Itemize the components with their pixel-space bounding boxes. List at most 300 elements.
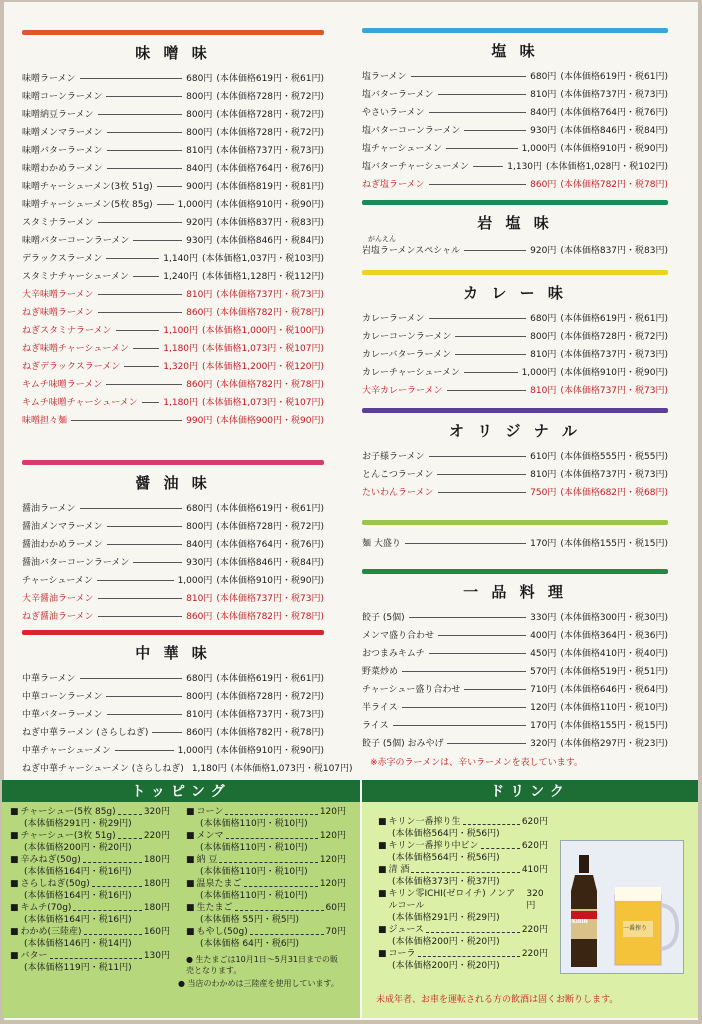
topping-item xyxy=(10,854,170,866)
topping-panel xyxy=(2,780,360,1018)
item-price: 400円 xyxy=(530,630,557,641)
menu-item xyxy=(22,68,324,86)
leader-line xyxy=(455,336,526,337)
leader-line xyxy=(133,562,182,563)
leader-line xyxy=(463,816,520,825)
section-title: 一 品 料 理 xyxy=(463,583,567,601)
item-tax: (本体価格519円・税51円) xyxy=(560,666,668,677)
item-tax: (本体価格737円・税73円) xyxy=(216,593,324,604)
leader-line xyxy=(481,840,520,849)
item-tax: (本体価格155円・税15円) xyxy=(560,720,668,731)
item-tax: (本体価格110円・税10円) xyxy=(560,702,668,713)
menu-item xyxy=(362,697,668,715)
leader-line xyxy=(418,948,520,957)
item-price: 920円 xyxy=(186,217,213,228)
bullet-icon: ■ xyxy=(186,879,195,889)
item-price: 120円 xyxy=(319,807,346,817)
item-name: 塩バターチャーシューメン xyxy=(362,161,469,172)
item-price: 570円 xyxy=(530,666,557,677)
item-name: チャーシュー盛り合わせ xyxy=(362,684,461,695)
bullet-icon: ■ xyxy=(378,865,387,875)
item-price: 70円 xyxy=(325,927,346,937)
shio-section xyxy=(362,28,668,192)
leader-line xyxy=(402,707,527,708)
item-price: 220円 xyxy=(521,949,548,959)
leader-line xyxy=(50,950,142,959)
leader-line xyxy=(80,508,183,509)
item-tax: (本体価格1,073円・税107円) xyxy=(230,763,353,774)
bullet-icon: ■ xyxy=(10,831,19,841)
item-name: 餃子 (5個) xyxy=(362,612,405,623)
item-price: 130円 xyxy=(143,951,170,961)
item-tax: (本体価格910円・税90円) xyxy=(216,575,324,586)
item-tax: (本体価格297円・税23円) xyxy=(560,738,668,749)
item-price: 860円 xyxy=(186,611,213,622)
item-tax: (本体価格846円・税84円) xyxy=(216,557,324,568)
item-tax: (本体価格737円・税73円) xyxy=(560,89,668,100)
leader-line xyxy=(133,348,159,349)
topping-header: トッピング xyxy=(2,780,360,802)
item-tax: (本体価格846円・税84円) xyxy=(560,125,668,136)
section-title: 醤 油 味 xyxy=(135,474,211,492)
item-tax: (本体価格782円・税78円) xyxy=(216,727,324,738)
menu-item xyxy=(22,158,324,176)
section-bar xyxy=(362,270,668,275)
leader-line xyxy=(405,543,526,544)
bullet-icon: ■ xyxy=(186,807,195,817)
item-name: チャーシュー(5枚 85g) xyxy=(20,807,116,817)
item-price: 860円 xyxy=(186,727,213,738)
section-title: 味 噌 味 xyxy=(135,44,211,62)
bullet-icon: ■ xyxy=(378,949,387,959)
leader-line xyxy=(437,474,526,475)
item-name: バター xyxy=(20,951,48,961)
item-name: ジュース xyxy=(388,925,424,935)
item-price: 680円 xyxy=(186,673,213,684)
menu-item xyxy=(22,534,324,552)
item-tax: (本体価格1,128円・税112円) xyxy=(202,271,324,282)
item-price: 930円 xyxy=(186,235,213,246)
item-tax: (本体価格410円・税40円) xyxy=(560,648,668,659)
item-tax: (本体価格910円・税90円) xyxy=(216,199,324,210)
bullet-icon: ■ xyxy=(186,855,195,865)
bottle-label: KIRIN xyxy=(572,919,588,925)
item-tax: (本体価格619円・税61円) xyxy=(216,673,324,684)
item-tax: (本体価格764円・税76円) xyxy=(216,539,324,550)
leader-line xyxy=(118,806,142,815)
item-name: 醤油バターコーンラーメン xyxy=(22,557,130,568)
item-name: 味噌わかめラーメン xyxy=(22,163,103,174)
leader-line xyxy=(411,76,527,77)
section-bar xyxy=(362,408,668,413)
leader-line xyxy=(98,222,183,223)
item-price: 220円 xyxy=(521,925,548,935)
item-name: 塩チャーシューメン xyxy=(362,143,442,154)
menu-item xyxy=(362,174,668,192)
item-tax: (本体価格837円・税83円) xyxy=(216,217,324,228)
menu-item xyxy=(22,410,324,428)
item-tax: (本体価格1,028円・税102円) xyxy=(546,161,668,172)
menu-list xyxy=(362,607,668,751)
leader-line xyxy=(438,492,527,493)
drink-list xyxy=(378,816,548,972)
section-title: 塩 味 xyxy=(491,42,539,60)
menu-item xyxy=(362,240,668,258)
item-price: 1,000円 xyxy=(177,745,213,756)
leader-line xyxy=(411,864,519,873)
menu-item xyxy=(22,498,324,516)
item-tax: (本体価格846円・税84円) xyxy=(216,235,324,246)
spicy-note: ※赤字のラーメンは、辛いラーメンを表しています。 xyxy=(370,758,583,768)
menu-item xyxy=(22,212,324,230)
item-tax: (本体価格782円・税78円) xyxy=(216,379,324,390)
leader-line xyxy=(235,902,324,911)
item-name: 塩ラーメン xyxy=(362,71,407,82)
leader-line xyxy=(98,598,183,599)
leader-line xyxy=(107,132,183,133)
item-price: 180円 xyxy=(143,903,170,913)
menu-item xyxy=(22,588,324,606)
item-name: 味噌納豆ラーメン xyxy=(22,109,94,120)
leader-line xyxy=(80,678,183,679)
leader-line xyxy=(107,526,183,527)
item-tax: (本体価格1,200円・税120円) xyxy=(202,361,324,372)
item-price: 320円 xyxy=(143,807,170,817)
bullet-icon: ■ xyxy=(10,903,19,913)
topping-item xyxy=(378,864,548,876)
item-tax: (本体価格837円・税83円) xyxy=(560,245,668,256)
item-price: 810円 xyxy=(186,593,213,604)
item-tax: (本体価格900円・税90円) xyxy=(216,415,324,426)
item-price: 330円 xyxy=(530,612,557,623)
menu-item xyxy=(22,248,324,266)
leader-line xyxy=(402,671,526,672)
item-price: 610円 xyxy=(530,451,557,462)
menu-item xyxy=(22,284,324,302)
item-name: カレーチャーシューメン xyxy=(362,367,460,378)
item-price: 180円 xyxy=(143,855,170,865)
item-price: 1,180円 xyxy=(191,763,227,774)
leader-line xyxy=(455,354,526,355)
item-name: コーラ xyxy=(388,949,416,959)
menu-item xyxy=(362,156,668,174)
item-price: 810円 xyxy=(530,385,557,396)
topping-item xyxy=(378,924,548,936)
item-price: 810円 xyxy=(530,469,557,480)
item-price: 750円 xyxy=(530,487,557,498)
bullet-icon: ■ xyxy=(10,879,19,889)
menu-item xyxy=(22,140,324,158)
leader-line xyxy=(98,294,183,295)
item-name: お子様ラーメン xyxy=(362,451,425,462)
leader-line xyxy=(447,390,527,391)
leader-line xyxy=(447,743,526,744)
menu-item xyxy=(22,606,324,624)
item-name: スタミナラーメン xyxy=(22,217,94,228)
bullet-icon: ■ xyxy=(378,841,387,851)
item-tax: (本体価格291円・税29円) xyxy=(24,819,132,829)
topping-item xyxy=(378,948,548,960)
menu-list xyxy=(362,446,668,500)
item-name: ねぎ味噌チャーシューメン xyxy=(22,343,129,354)
menu-list xyxy=(22,498,324,624)
item-tax: (本体価格728円・税72円) xyxy=(216,127,324,138)
item-name: 大辛味噌ラーメン xyxy=(22,289,94,300)
item-tax: (本体価格564円・税56円) xyxy=(392,853,500,863)
item-tax: (本体価格764円・税76円) xyxy=(216,163,324,174)
item-tax: (本体価格110円・税10円) xyxy=(200,867,308,877)
menu-item xyxy=(22,194,324,212)
item-name: 塩バターラーメン xyxy=(362,89,434,100)
menu-item xyxy=(22,320,324,338)
leader-line xyxy=(409,617,527,618)
item-tax: (本体価格291円・税29円) xyxy=(392,913,500,923)
item-price: 1,000円 xyxy=(177,575,213,586)
item-tax: (本体価格737円・税73円) xyxy=(560,469,668,480)
beer-photo xyxy=(560,840,684,974)
topping-item xyxy=(10,926,170,938)
section-title: オ リ ジ ナ ル xyxy=(449,422,581,440)
item-price: 710円 xyxy=(530,684,557,695)
item-tax: (本体価格782円・税78円) xyxy=(560,179,668,190)
leader-line xyxy=(71,420,182,421)
menu-item xyxy=(22,552,324,570)
menu-item xyxy=(362,533,668,551)
menu-item xyxy=(22,722,324,740)
leader-line xyxy=(464,130,526,131)
item-tax: (本体価格728円・税72円) xyxy=(216,691,324,702)
topping-item xyxy=(186,926,346,938)
item-tax: (本体価格646円・税64円) xyxy=(560,684,668,695)
item-price: 120円 xyxy=(530,702,557,713)
leader-line xyxy=(464,689,526,690)
bullet-icon: ■ xyxy=(10,855,19,865)
curry-section xyxy=(362,270,668,398)
menu-item xyxy=(22,122,324,140)
topping-item xyxy=(186,902,346,914)
leader-line xyxy=(446,148,518,149)
item-price: 900円 xyxy=(186,181,213,192)
item-name: 温泉たまご xyxy=(196,879,242,889)
item-name: 中華コーンラーメン xyxy=(22,691,103,702)
item-name: カレーバターラーメン xyxy=(362,349,452,360)
item-tax: (本体価格155円・税15円) xyxy=(560,538,668,549)
item-price: 800円 xyxy=(530,331,557,342)
item-name: キリン零ICHI(ゼロイチ) ノンアルコール xyxy=(388,889,516,911)
item-name: 清 酒 xyxy=(388,865,410,875)
item-name: ねぎデラックスラーメン xyxy=(22,361,121,372)
bullet-icon: ■ xyxy=(10,807,19,817)
topping-item xyxy=(186,854,346,866)
leader-line xyxy=(98,616,183,617)
bullet-icon: ■ xyxy=(378,889,387,899)
topping-item xyxy=(10,902,170,914)
leader-line xyxy=(429,318,527,319)
item-name: キリン一番搾り中ビン xyxy=(388,841,479,851)
menu-item xyxy=(22,86,324,104)
item-price: 810円 xyxy=(186,709,213,720)
item-tax: (本体価格164円・税16円) xyxy=(24,867,132,877)
item-price: 320円 xyxy=(530,738,557,749)
leader-line xyxy=(157,204,174,205)
menu-item xyxy=(362,607,668,625)
item-price: 990円 xyxy=(186,415,213,426)
item-tax: (本体価格619円・税61円) xyxy=(560,71,668,82)
ippin-section xyxy=(362,569,668,768)
item-name: 味噌メンマラーメン xyxy=(22,127,103,138)
item-price: 930円 xyxy=(186,557,213,568)
topping-item xyxy=(186,806,346,818)
item-tax: (本体価格619円・税61円) xyxy=(216,503,324,514)
item-tax: (本体価格110円・税10円) xyxy=(200,843,308,853)
menu-item xyxy=(362,446,668,464)
menu-item xyxy=(22,176,324,194)
menu-item xyxy=(22,570,324,588)
item-name: さらしねぎ(50g) xyxy=(20,879,90,889)
leader-line xyxy=(115,750,174,751)
menu-list xyxy=(22,68,324,428)
menu-item xyxy=(362,344,668,362)
item-price: 1,140円 xyxy=(163,253,199,264)
menu-item xyxy=(22,704,324,722)
leader-line xyxy=(92,878,142,887)
topping-item xyxy=(10,830,170,842)
section-bar xyxy=(362,200,668,205)
leader-line xyxy=(107,714,183,715)
leader-line xyxy=(107,150,183,151)
item-tax: (本体価格364円・税36円) xyxy=(560,630,668,641)
menu-item xyxy=(362,326,668,344)
item-price: 320円 xyxy=(526,889,544,911)
menu-item xyxy=(22,374,324,392)
item-name: ねぎ中華ラーメン (さらしねぎ) xyxy=(22,727,149,738)
menu-item xyxy=(362,380,668,398)
topping-item xyxy=(378,888,548,912)
item-name: 納 豆 xyxy=(196,855,218,865)
item-name: 醤油わかめラーメン xyxy=(22,539,103,550)
item-name: メンマ盛り合わせ xyxy=(362,630,435,641)
menu-item xyxy=(22,516,324,534)
item-price: 1,320円 xyxy=(163,361,199,372)
iwashio-section xyxy=(362,200,668,258)
leader-line xyxy=(464,250,526,251)
item-price: 620円 xyxy=(521,817,548,827)
leader-line xyxy=(219,854,317,863)
item-price: 410円 xyxy=(521,865,548,875)
menu-item xyxy=(22,668,324,686)
item-tax: (本体価格564円・税56円) xyxy=(392,829,500,839)
section-bar xyxy=(362,28,668,33)
leader-line xyxy=(142,402,160,403)
item-name: 中華バターラーメン xyxy=(22,709,103,720)
item-name: カレーラーメン xyxy=(362,313,425,324)
item-price: 860円 xyxy=(530,179,557,190)
item-tax: (本体価格910円・税90円) xyxy=(560,367,668,378)
beer-illustration xyxy=(561,841,683,973)
menu-item xyxy=(362,362,668,380)
item-name: とんこつラーメン xyxy=(362,469,434,480)
topping-item xyxy=(186,830,346,842)
item-tax: (本体価格555円・税55円) xyxy=(560,451,668,462)
leader-line xyxy=(83,854,142,863)
item-price: 120円 xyxy=(319,879,346,889)
menu-item xyxy=(22,686,324,704)
menu-item xyxy=(22,758,353,776)
item-name: 塩バターコーンラーメン xyxy=(362,125,461,136)
item-name: 醤油メンマラーメン xyxy=(22,521,103,532)
menu-item xyxy=(22,356,324,374)
item-tax: (本体価格782円・税78円) xyxy=(216,611,324,622)
menu-item xyxy=(22,266,324,284)
item-tax: (本体価格910円・税90円) xyxy=(560,143,668,154)
menu-item xyxy=(22,740,324,758)
menu-item xyxy=(362,715,668,733)
item-price: 1,000円 xyxy=(177,199,213,210)
menu-list xyxy=(362,66,668,192)
topping-item xyxy=(378,816,548,828)
item-tax: (本体価格737円・税73円) xyxy=(216,709,324,720)
item-tax: (本体価格728円・税72円) xyxy=(216,91,324,102)
item-name: チャーシュー(3枚 51g) xyxy=(20,831,116,841)
menu-item xyxy=(362,138,668,156)
item-price: 1,180円 xyxy=(163,397,199,408)
miso-section xyxy=(22,30,324,428)
leader-line xyxy=(124,366,159,367)
item-price: 160円 xyxy=(143,927,170,937)
item-name: キムチ味噌ラーメン xyxy=(22,379,103,390)
item-price: 840円 xyxy=(530,107,557,118)
leader-line xyxy=(116,330,160,331)
item-tax: (本体価格782円・税78円) xyxy=(216,307,324,318)
item-name: 味噌バターコーンラーメン xyxy=(22,235,130,246)
item-price: 1,100円 xyxy=(163,325,199,336)
section-title: カ レ ー 味 xyxy=(463,284,567,302)
leader-line xyxy=(98,114,183,115)
leader-line xyxy=(84,926,142,935)
menu-item xyxy=(22,338,324,356)
item-price: 860円 xyxy=(186,307,213,318)
item-price: 840円 xyxy=(186,539,213,550)
leader-line xyxy=(426,924,520,933)
bullet-icon: ■ xyxy=(378,925,387,935)
item-tax: (本体価格819円・税81円) xyxy=(216,181,324,192)
item-name: 野菜炒め xyxy=(362,666,399,677)
leader-line xyxy=(152,732,182,733)
leader-line xyxy=(97,580,174,581)
menu-item xyxy=(362,679,668,697)
item-name: ねぎ味噌ラーメン xyxy=(22,307,94,318)
menu-item xyxy=(22,230,324,248)
item-name: カレーコーンラーメン xyxy=(362,331,452,342)
menu-list xyxy=(362,240,668,258)
leader-line xyxy=(106,384,182,385)
leader-line xyxy=(118,830,142,839)
item-price: 60円 xyxy=(325,903,346,913)
leader-line xyxy=(438,635,526,636)
item-tax: (本体価格110円・税10円) xyxy=(200,819,308,829)
item-price: 920円 xyxy=(530,245,557,256)
item-name: わかめ(三陸産) xyxy=(20,927,82,937)
original-section xyxy=(362,408,668,500)
item-price: 800円 xyxy=(186,109,213,120)
item-price: 620円 xyxy=(521,841,548,851)
topping-list-left xyxy=(10,806,170,976)
item-price: 680円 xyxy=(186,73,213,84)
item-name: コーン xyxy=(196,807,224,817)
leader-line xyxy=(464,372,518,373)
menu-list xyxy=(362,308,668,398)
leader-line xyxy=(80,78,183,79)
